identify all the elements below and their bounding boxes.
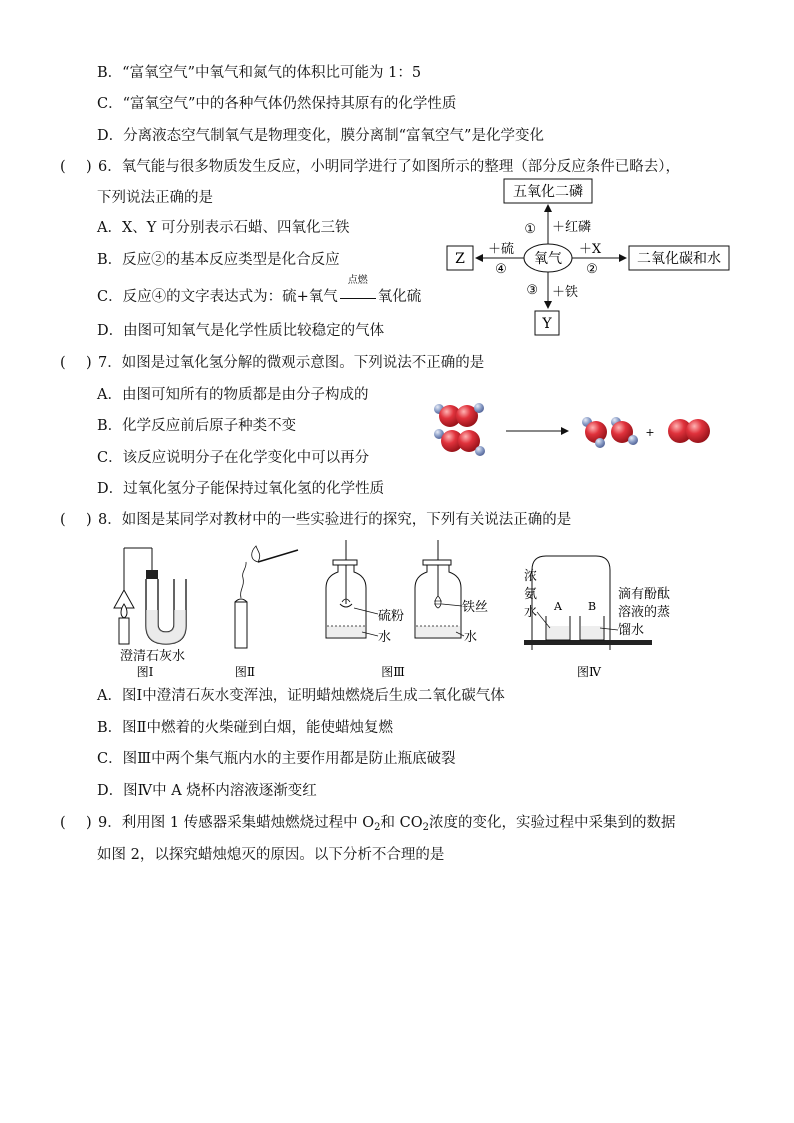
water-molecule [582,417,607,448]
figure-1-limewater [114,548,186,679]
q9-stem-2: 如图 2，以探究蜡烛熄灭的原因。以下分析不合理的是 [97,847,445,863]
q6-option-b: B．反应②的基本反应类型是化合反应 [97,252,340,268]
sulfur-powder-label: 硫粉 [378,609,405,624]
answer-paren-close: ) [86,512,92,528]
q8-stem-text: 8．如图是某同学对教材中的一些实验进行的探究，下列有关说法正确的是 [98,512,572,528]
figure-1-label: 图Ⅰ [136,665,154,679]
ammonia-label-2: 氨 [524,587,538,602]
q9-subscript-o2: 2 [374,822,381,833]
q9-stem [60,813,676,838]
ammonia-label-1: 浓 [524,569,538,584]
q7-stem [60,353,484,373]
q6-stem-2: 下列说法正确的是 [97,190,213,206]
q7-option-a: A．由图可知所有的物质都是由分子构成的 [97,387,369,403]
answer-paren-open: ( [60,159,66,175]
label-sulfur: ＋硫 [487,242,515,257]
q5-option-b: B．“富氧空气”中氧气和氮气的体积比可能为 1：5 [97,65,422,81]
q6-option-c [97,275,422,307]
q5-option-c: C．“富氧空气”中的各种气体仍然保持其原有的化学性质 [97,96,457,112]
q6-stem-text: 6．氧气能与很多物质发生反应，小明同学进行了如图所示的整理（部分反应条件已略去）， [98,159,680,175]
reaction-condition: 点燃 [338,287,378,307]
q7-option-c: C．该反应说明分子在化学变化中可以再分 [97,450,370,466]
answer-paren-close: ) [86,815,92,831]
beaker-b-label: B [587,600,597,613]
answer-paren-close: ) [86,355,92,371]
oxygen-label: 氧气 [534,251,562,267]
ammonia-label-3: 水 [524,605,538,620]
q9-stem-text-2: 和 CO [380,815,423,831]
label-4: ④ [495,262,507,277]
answer-paren-open: ( [60,815,66,831]
label-red-phosphorus: ＋红磷 [552,220,592,235]
q7-stem-text: 7．如图是过氧化氢分解的微观示意图。下列说法不正确的是 [98,355,485,371]
label-2: ② [586,262,598,277]
phenolphthalein-label-1: 滴有酚酞 [618,587,671,602]
h2o2-decomposition-diagram [430,396,730,468]
iron-wire-label: 铁丝 [462,600,489,615]
water-molecule [611,417,638,445]
oxygen-reaction-diagram [440,176,740,340]
water-label-1: 水 [378,630,392,645]
q6-option-d: D．由图可知氧气是化学性质比较稳定的气体 [97,323,385,339]
q6-stem [60,157,680,177]
beaker-a-label: A [554,600,562,613]
product-left-text: Z [455,251,465,267]
label-iron: ＋铁 [552,285,579,300]
q9-stem-text-3: 浓度的变化，实验过程中采集到的数据 [429,815,676,831]
q6-option-a: A．X、Y 可分别表示石蜡、四氧化三铁 [97,220,350,236]
limewater-text: 澄清石灰水 [120,649,186,664]
q8-option-a: A．图Ⅰ中澄清石灰水变浑浊，证明蜡烛燃烧后生成二氧化碳气体 [97,688,505,704]
q7-option-d: D．过氧化氢分子能保持过氧化氢的化学性质 [97,481,385,497]
hydrogen-peroxide-molecule [434,403,484,427]
product-bottom-text: Y [542,316,552,332]
phenolphthalein-label-3: 馏水 [618,623,645,638]
experiment-figures [100,540,700,679]
figure-2-label: 图Ⅱ [234,665,256,679]
q8-stem [60,510,571,530]
q8-option-d: D．图Ⅳ中 A 烧杯内溶液逐渐变红 [97,783,317,799]
q9-stem-text-1: 9．利用图 1 传感器采集蜡烛燃烧过程中 O [98,815,375,831]
q8-option-b: B．图Ⅱ中燃着的火柴碰到白烟，能使蜡烛复燃 [97,720,394,736]
product-right-text: 二氧化碳和水 [637,251,721,267]
q6-option-c-product: 氧化硫 [377,289,422,305]
answer-paren-open: ( [60,512,66,528]
q5-option-d: D．分离液态空气制氧气是物理变化，膜分离制“富氧空气”是化学变化 [97,128,544,144]
q9-subscript-co2: 2 [422,822,430,833]
figure-4-ammonia [524,556,670,679]
water-label-2: 水 [464,630,478,645]
q8-option-c: C．图Ⅲ中两个集气瓶内水的主要作用都是防止瓶底破裂 [97,751,456,767]
q6-option-c-text: C．反应④的文字表达式为：硫+氧气 [97,289,338,305]
figure-2-white-smoke [235,546,298,679]
plus-sign: + [645,426,655,439]
q7-option-b: B．化学反应前后原子种类不变 [97,418,297,434]
answer-paren-close: ) [86,159,92,175]
figure-3-label: 图Ⅲ [381,665,405,679]
figure-3-gas-jars [326,540,488,679]
answer-paren-open: ( [60,355,66,371]
label-1: ① [524,222,536,237]
oxygen-molecule [668,419,710,443]
figure-4-label: 图Ⅳ [577,665,601,679]
phenolphthalein-label-2: 溶液的蒸 [618,605,671,620]
label-x: ＋X [578,242,602,257]
label-3: ③ [526,283,538,298]
hydrogen-peroxide-molecule [434,429,485,456]
product-top-text: 五氧化二磷 [513,184,583,200]
